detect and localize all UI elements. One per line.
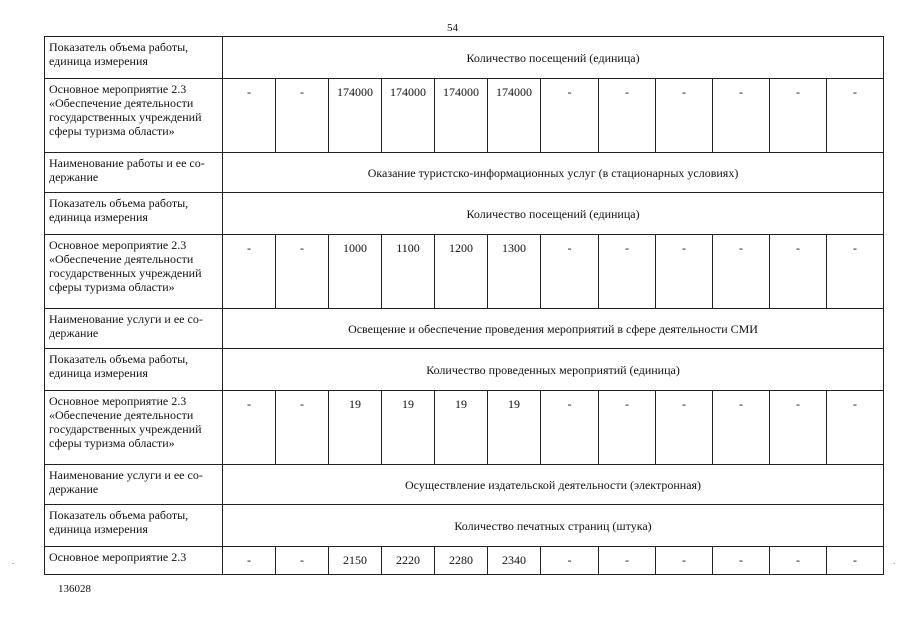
indicator-description: Количество печатных страниц (штука) <box>223 505 884 547</box>
value-cell: - <box>770 79 827 153</box>
value-cell: - <box>276 547 329 575</box>
value-cell: - <box>541 235 599 309</box>
row-label: Показатель объема работы, единица измерения <box>45 193 223 235</box>
row-label: Показатель объема работы, единица измерения <box>45 349 223 391</box>
value-cell: - <box>276 79 329 153</box>
value-cell: 2340 <box>488 547 541 575</box>
value-cell: - <box>656 547 713 575</box>
value-cell: - <box>770 547 827 575</box>
values-row <box>45 79 884 153</box>
section-row <box>45 37 884 79</box>
value-cell: 1100 <box>382 235 435 309</box>
row-label: Основное мероприятие 2.3 <box>45 547 223 575</box>
value-cell: 1200 <box>435 235 488 309</box>
value-cell: - <box>827 235 884 309</box>
row-label: Основное мероприятие 2.3 «Обеспечение деятельности государственных учреждений сферы туризма области» <box>45 79 223 153</box>
value-cell: - <box>223 391 276 465</box>
indicator-description: Освещение и обеспечение проведения мероприятий в сфере деятельности СМИ <box>223 309 884 349</box>
value-cell: 19 <box>382 391 435 465</box>
value-cell: - <box>541 391 599 465</box>
value-cell: - <box>827 79 884 153</box>
row-label: Показатель объема работы, единица измерения <box>45 505 223 547</box>
section-row <box>45 309 884 349</box>
value-cell: - <box>599 391 656 465</box>
value-cell: 1000 <box>329 235 382 309</box>
document-code: 136028 <box>58 583 91 595</box>
values-row <box>45 391 884 465</box>
value-cell: - <box>713 391 770 465</box>
value-cell: - <box>770 391 827 465</box>
value-cell: - <box>223 79 276 153</box>
indicator-description: Количество посещений (единица) <box>223 193 884 235</box>
value-cell: - <box>599 547 656 575</box>
values-row <box>45 547 884 575</box>
row-label: Основное мероприятие 2.3 «Обеспечение деятельности государственных учреждений сферы туризма области» <box>45 391 223 465</box>
value-cell: - <box>770 235 827 309</box>
value-cell: - <box>656 79 713 153</box>
value-cell: 174000 <box>329 79 382 153</box>
value-cell: - <box>223 547 276 575</box>
value-cell: - <box>656 391 713 465</box>
indicator-description: Осуществление издательской деятельности (электронная) <box>223 465 884 505</box>
value-cell: - <box>541 79 599 153</box>
indicator-description: Количество посещений (единица) <box>223 37 884 79</box>
scan-dot: . <box>12 556 15 566</box>
section-row <box>45 153 884 193</box>
value-cell: - <box>223 235 276 309</box>
section-row <box>45 349 884 391</box>
section-row <box>45 193 884 235</box>
page-number: 54 <box>447 22 458 34</box>
value-cell: - <box>827 547 884 575</box>
value-cell: - <box>276 391 329 465</box>
row-label: Наименование работы и ее со-держание <box>45 153 223 193</box>
value-cell: 2220 <box>382 547 435 575</box>
value-cell: - <box>276 235 329 309</box>
section-row <box>45 465 884 505</box>
row-label: Наименование услуги и ее со-держание <box>45 309 223 349</box>
scan-dot: . <box>893 556 896 566</box>
value-cell: 174000 <box>488 79 541 153</box>
value-cell: 19 <box>488 391 541 465</box>
value-cell: - <box>827 391 884 465</box>
row-label: Наименование услуги и ее со-держание <box>45 465 223 505</box>
value-cell: 19 <box>329 391 382 465</box>
value-cell: - <box>599 235 656 309</box>
row-label: Показатель объема работы, единица измерения <box>45 37 223 79</box>
value-cell: 1300 <box>488 235 541 309</box>
value-cell: 2150 <box>329 547 382 575</box>
indicator-description: Количество проведенных мероприятий (единица) <box>223 349 884 391</box>
value-cell: - <box>713 235 770 309</box>
value-cell: 19 <box>435 391 488 465</box>
value-cell: - <box>713 79 770 153</box>
value-cell: 174000 <box>382 79 435 153</box>
value-cell: - <box>599 79 656 153</box>
value-cell: 2280 <box>435 547 488 575</box>
value-cell: - <box>713 547 770 575</box>
section-row <box>45 505 884 547</box>
table-body <box>45 37 884 575</box>
indicator-description: Оказание туристско-информационных услуг (в стационарных условиях) <box>223 153 884 193</box>
indicator-table <box>44 36 884 575</box>
values-row <box>45 235 884 309</box>
value-cell: - <box>541 547 599 575</box>
row-label: Основное мероприятие 2.3 «Обеспечение деятельности государственных учреждений сферы туризма области» <box>45 235 223 309</box>
value-cell: - <box>656 235 713 309</box>
value-cell: 174000 <box>435 79 488 153</box>
